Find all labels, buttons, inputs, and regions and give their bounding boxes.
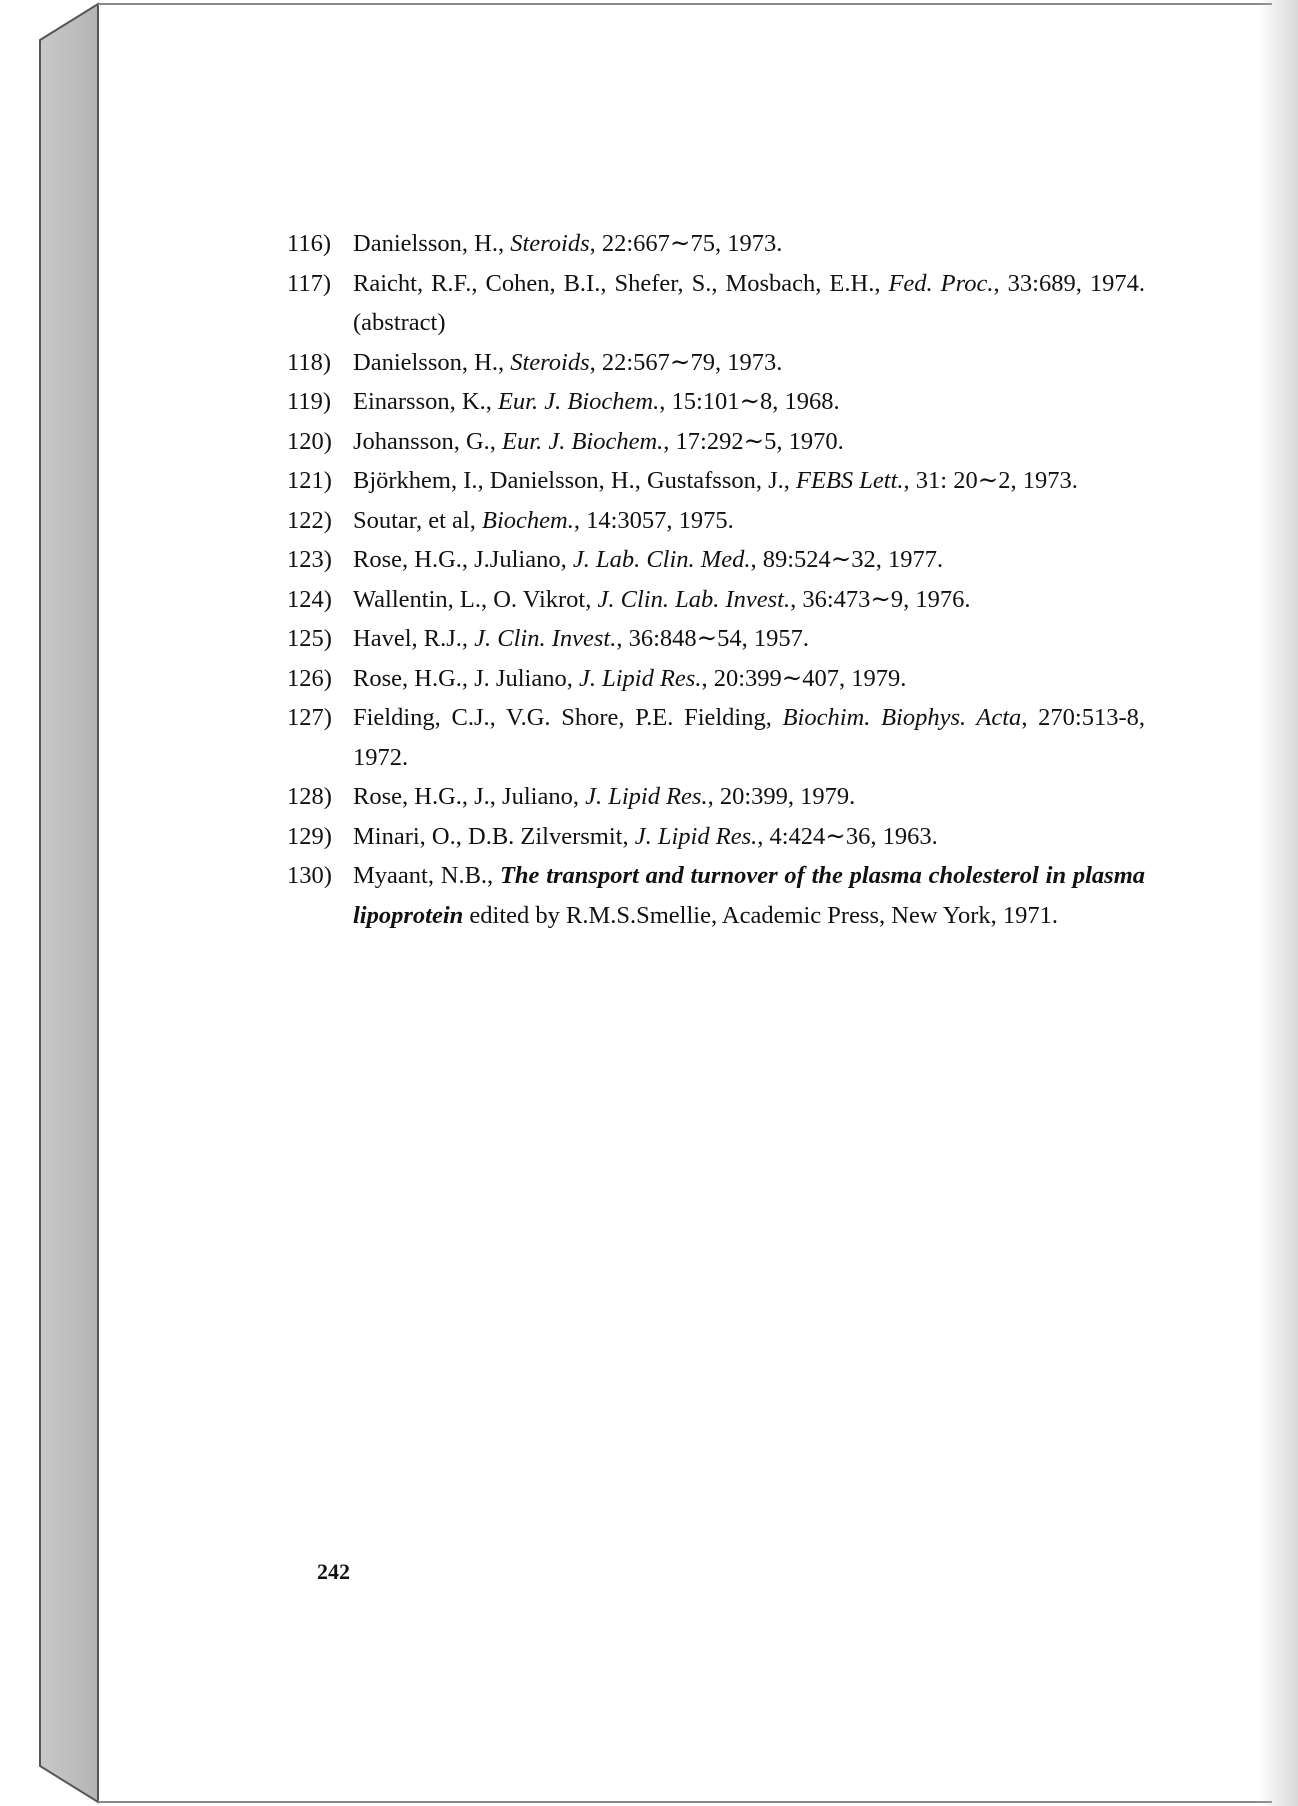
reference-list [287, 224, 1145, 935]
reference-text: Wallentin, L., O. Vikrot, J. Clin. Lab. Invest., 36:473∼9, 1976. [353, 585, 971, 613]
reference-text: Havel, R.J., J. Clin. Invest., 36:848∼54, 1957. [353, 625, 810, 652]
reference-number: 128) [287, 783, 332, 810]
reference-item [287, 540, 1145, 580]
reference-item [287, 224, 1145, 264]
reference-text: Soutar, et al, Biochem., 14:3057, 1975. [353, 506, 734, 534]
reference-number: 126) [287, 664, 332, 692]
reference-number: 117) [287, 269, 331, 297]
reference-item [287, 461, 1145, 501]
reference-item [287, 264, 1145, 343]
reference-number: 129) [287, 822, 332, 850]
reference-number: 123) [287, 546, 332, 573]
reference-text: Myaant, N.B., The transport and turnover of the plasma cholesterol in plasma lipoprotein edited by R.M.S.Smellie, Academic Press, New York, 1971. [353, 862, 1146, 929]
reference-number: 130) [287, 862, 332, 889]
reference-item [287, 856, 1145, 935]
reference-number: 122) [287, 506, 332, 534]
reference-item [287, 422, 1145, 462]
reference-item [287, 817, 1145, 857]
reference-text: Björkhem, I., Danielsson, H., Gustafsson, J., FEBS Lett., 31: 20∼2, 1973. [353, 467, 1078, 494]
reference-text: Einarsson, K., Eur. J. Biochem., 15:101∼8, 1968. [353, 388, 840, 415]
page-number: 242 [317, 1559, 350, 1584]
reference-number: 121) [287, 467, 332, 494]
reference-item [287, 501, 1145, 541]
reference-number: 119) [287, 388, 331, 415]
page-edge-shadow [1258, 0, 1298, 1806]
reference-text: Fielding, C.J., V.G. Shore, P.E. Fielding, Biochim. Biophys. Acta, 270:513-8, 1972. [353, 704, 1145, 771]
reference-item [287, 382, 1145, 422]
reference-text: Rose, H.G., J., Juliano, J. Lipid Res., 20:399, 1979. [353, 783, 856, 810]
reference-item [287, 659, 1145, 699]
reference-item [287, 619, 1145, 659]
reference-text: Rose, H.G., J.Juliano, J. Lab. Clin. Med., 89:524∼32, 1977. [353, 546, 944, 573]
reference-item [287, 777, 1145, 817]
reference-number: 116) [287, 230, 331, 257]
reference-text: Minari, O., D.B. Zilversmit, J. Lipid Res., 4:424∼36, 1963. [353, 822, 938, 850]
reference-text: Johansson, G., Eur. J. Biochem., 17:292∼5, 1970. [353, 427, 844, 455]
reference-text: Danielsson, H., Steroids, 22:567∼79, 1973. [353, 348, 783, 376]
reference-item [287, 343, 1145, 383]
reference-text: Danielsson, H., Steroids, 22:667∼75, 1973. [353, 230, 783, 257]
reference-item [287, 698, 1145, 777]
reference-number: 120) [287, 427, 332, 455]
reference-number: 118) [287, 348, 331, 376]
reference-item [287, 580, 1145, 620]
reference-number: 127) [287, 704, 332, 731]
reference-number: 125) [287, 625, 332, 652]
reference-number: 124) [287, 585, 332, 613]
reference-text: Raicht, R.F., Cohen, B.I., Shefer, S., Mosbach, E.H., Fed. Proc., 33:689, 1974. (abstract) [353, 269, 1145, 336]
reference-text: Rose, H.G., J. Juliano, J. Lipid Res., 20:399∼407, 1979. [353, 664, 907, 692]
